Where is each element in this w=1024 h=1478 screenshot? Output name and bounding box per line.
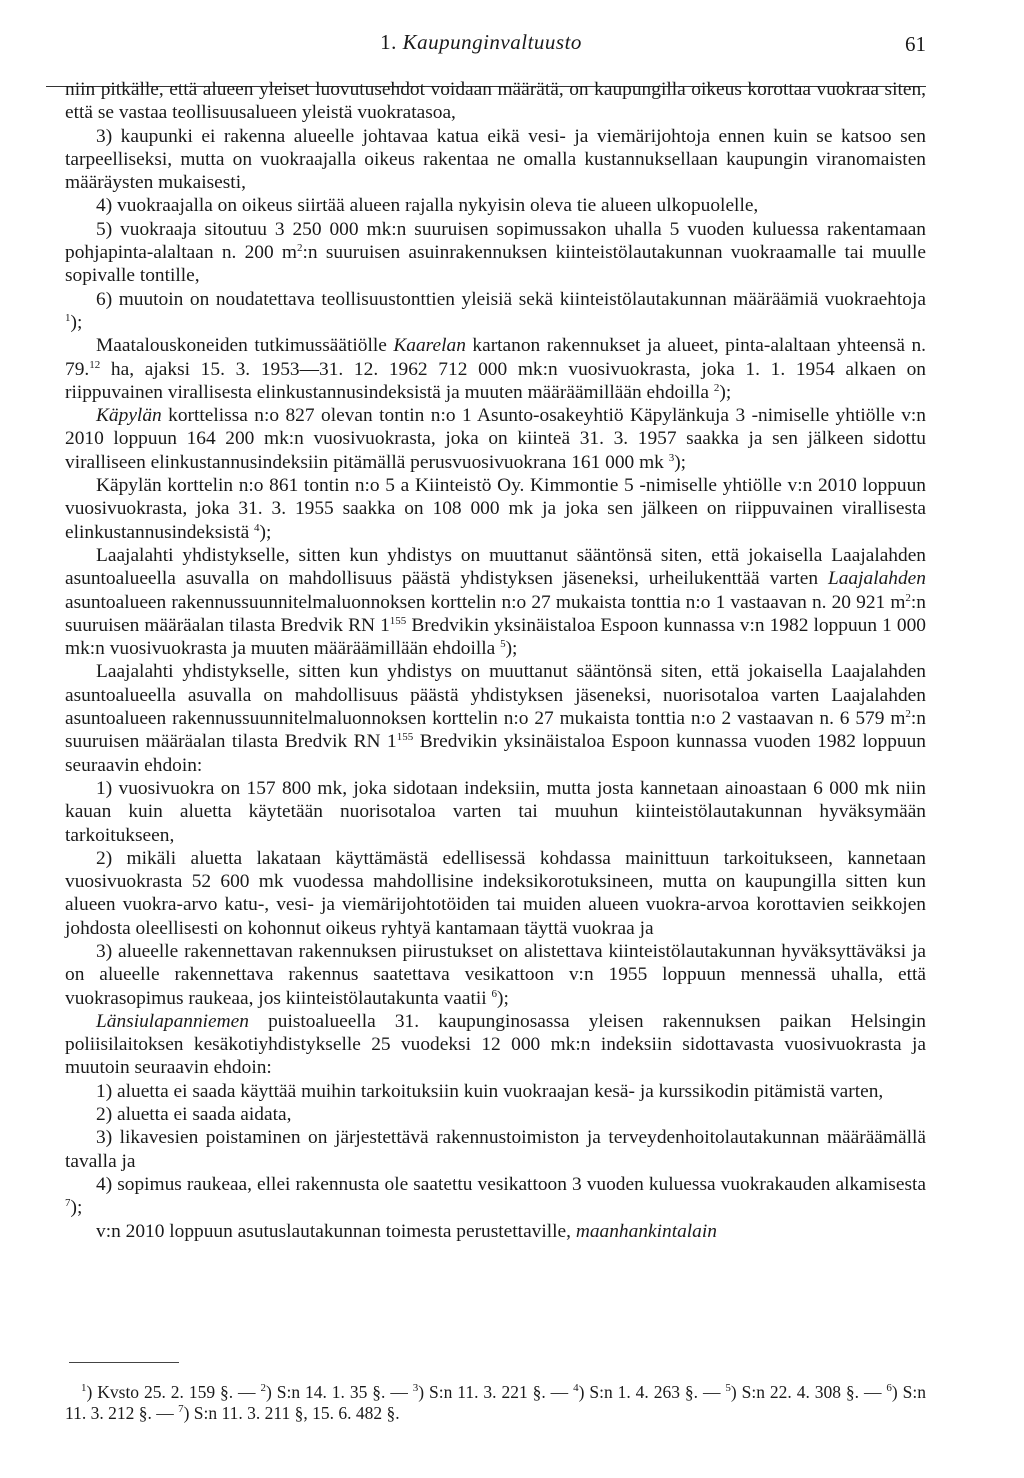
footnote-marker: 1 (65, 311, 71, 324)
footnote-marker: 2 (713, 381, 720, 394)
text-run: ha, ajaksi 15. 3. 1953—31. 12. 1962 712 000 mk:n vuosivuokrasta, joka 1. 1. 1954 alkaen on riippuvainen virallisesta elinkustannusindeksistä ja muuten määräämillään ehdoilla (65, 358, 926, 403)
text-run: 4) sopimus raukeaa, ellei rakennusta ole saatettu vesikattoon 3 vuoden kuluessa vuokrakauden alkamisesta (96, 1173, 926, 1195)
footnote-marker: 2 (297, 242, 303, 255)
text-run: ); (70, 1197, 83, 1219)
paragraph (65, 218, 926, 288)
paragraph (65, 847, 926, 940)
paragraph (65, 940, 926, 1010)
footnote-marker: 7 (65, 1197, 71, 1210)
paragraph (65, 777, 926, 847)
paragraph (65, 474, 926, 544)
footnote-rule (69, 1362, 179, 1363)
text-run: ) Kvsto 25. 2. 159 §. — (86, 1382, 261, 1402)
page-number: 61 (905, 32, 926, 56)
text-run: ) S:n 14. 1. 35 §. — (265, 1382, 413, 1402)
text-run: :n suuruisen asuinrakennuksen kiinteistölautakunnan vuokraamalle tai muulle sopivalle tontille, (65, 242, 926, 287)
paragraph (65, 334, 926, 404)
footnote-marker: 7 (178, 1403, 184, 1415)
footnote-text (65, 1382, 926, 1424)
footnote-marker: 6 (491, 987, 497, 1000)
italic-place-name: Laajalahden (827, 568, 926, 590)
paragraph (65, 660, 926, 776)
text-run: 6) muutoin on noudatettava teollisuustonttien yleisiä sekä kiinteistölautakunnan määräämiä vuokraehtoja (96, 288, 926, 310)
paragraph (65, 544, 926, 660)
paragraph (65, 1010, 926, 1080)
footnote-marker: 5 (500, 638, 506, 651)
text-run: 4) vuokraajalla on oikeus siirtää alueen rajalla nykyisin oleva tie alueen ulkopuolelle, (96, 195, 759, 217)
text-run: 2) mikäli aluetta lakataan käyttämästä edellisessä kohdassa mainittuun tarkoitukseen, kannetaan vuosivuokrasta 52 600 mk vuodessa mahdollisine indeksikorotuksineen, mutta on kaupungilla sitten kun alueen vuokra-arvo katu-, vesi- ja viemärijohtotöiden tai muiden alueen vuokra-arvoa korottavien seikkojen johdosta oleellisesti on kohonnut oikeus ryhtyä kantamaan täyttä vuokraa ja (65, 847, 926, 939)
text-run: Käpylän korttelin n:o 861 tontin n:o 5 a Kiinteistö Oy. Kimmontie 5 -nimiselle yhtiölle v:n 2010 loppuun vuosivuokrasta, joka 31. 3. 1955 saakka on 108 000 mk ja joka sen jälkeen on riippuvainen virallisesta elinkustannusindeksistä (65, 475, 926, 543)
italic-place-name: maanhankintalain (575, 1220, 717, 1242)
paragraph (65, 404, 926, 474)
footnotes (65, 1382, 926, 1424)
text-run: ); (505, 638, 518, 660)
text-run: ) S:n 11. 3. 221 §. — (418, 1382, 574, 1402)
text-run: ) S:n 11. 3. 212 §. — (65, 1382, 926, 1423)
footnote-marker: 3 (412, 1382, 419, 1394)
italic-place-name: Länsiulapanniemen (96, 1010, 249, 1032)
text-run: ); (497, 987, 509, 1009)
footnote-marker: 3 (668, 451, 675, 464)
text-run: ) S:n 11. 3. 211 §, 15. 6. 482 §. (183, 1403, 400, 1423)
text-run: Maatalouskoneiden tutkimussäätiölle (96, 335, 394, 357)
italic-place-name: Käpylän (96, 405, 162, 427)
footnote-marker: 2 (905, 591, 911, 604)
text-run: ) S:n 1. 4. 263 §. — (578, 1382, 726, 1402)
footnote-marker: 4 (573, 1382, 579, 1394)
chapter-title: Kaupunginvaltuusto (402, 30, 582, 54)
text-run: 3) kaupunki ei rakenna alueelle johtavaa katua eikä vesi- ja viemärijohtoja ennen kuin se katsoo sen tarpeelliseksi, mutta on vuokraajalla oikeus rakentaa ne omalla kustannuksellaan kaupungin viranomaisten määräysten mukaisesti, (65, 125, 926, 194)
paragraph (65, 1080, 926, 1103)
body-text (65, 78, 926, 1243)
text-run: ); (259, 521, 272, 543)
footnote-marker: 6 (886, 1382, 892, 1394)
text-run: kartanon rakennukset ja alueet, pinta-alaltaan yhteensä n. 79. (65, 335, 926, 380)
text-run: 2) aluetta ei saada aidata, (96, 1104, 292, 1126)
text-run: v:n 2010 loppuun asutuslautakunnan toimesta perustettaville, (96, 1220, 576, 1242)
paragraph (65, 288, 926, 335)
text-run: 3) alueelle rakennettavan rakennuksen piirustukset on alistettava kiinteistölautakunnan hyväksyttäväksi ja on alueelle rakennettava rakennus saatettava vesikattoon v:n 1955 loppuun mennessä uhalla, että vuokrasopimus raukeaa, jos kiinteistölautakunta vaatii (65, 940, 926, 1009)
chapter-heading (36, 30, 926, 55)
text-run: asuntoalueen rakennussuunnitelmaluonnoksen korttelin n:o 27 mukaista tonttia n:o 1 vastaavan n. 20 921 m (65, 591, 906, 613)
chapter-number: 1. (380, 30, 397, 54)
paragraph (65, 194, 926, 217)
text-run: 3) likavesien poistaminen on järjestettävä rakennustoimiston ja terveydenhoitolautakunnan määräämällä tavalla ja (65, 1127, 926, 1172)
paragraph (65, 1126, 926, 1173)
text-run: puistoalueella 31. kaupunginosassa yleisen rakennuksen paikan Helsingin poliisilaitoksen kesäkotiyhdistykselle 25 vuodeksi 12 000 mk:n indeksiin sidottavasta vuosivuokrasta ja muutoin seuraavin ehdoin: (65, 1010, 926, 1079)
paragraph (65, 1220, 926, 1243)
text-run: :n suuruisen määräalan tilasta Bredvik RN 1 (65, 708, 926, 753)
footnote-marker: 2 (260, 1382, 266, 1394)
italic-place-name: Kaarelan (393, 335, 466, 357)
text-run: ) S:n 22. 4. 308 §. — (730, 1382, 887, 1402)
text-run: ); (674, 451, 687, 473)
text-run: niin pitkälle, että alueen yleiset luovutusehdot voidaan määrätä, on kaupungilla oikeus korottaa vuokraa siten, että se vastaa teollisuusalueen yleistä vuokratasoa, (65, 79, 926, 124)
paragraph (65, 1103, 926, 1126)
paragraph (65, 125, 926, 195)
text-run: Laajalahti yhdistykselle, sitten kun yhdistys on muuttanut sääntönsä siten, että jokaisella Laajalahden asuntoalueella asuvalla on mahdollisuus päästä yhdistyksen jäseneksi, urheilukenttää varten (65, 544, 926, 590)
footnote-marker: 1 (81, 1382, 87, 1394)
paragraph (65, 78, 926, 125)
text-run: 5) vuokraaja sitoutuu 3 250 000 mk:n suuruisen sopimussakon uhalla 5 vuoden kuluessa rakentamaan pohjapinta-alaltaan n. 200 m (65, 218, 926, 264)
text-run: ); (719, 381, 732, 403)
text-run: 1) aluetta ei saada käyttää muihin tarkoituksiin kuin vuokraajan kesä- ja kurssikodin pitämistä varten, (96, 1080, 884, 1102)
footnote-marker: 12 (89, 358, 101, 371)
footnote-marker: 4 (254, 521, 260, 534)
text-run: 1) vuosivuokra on 157 800 mk, joka sidotaan indeksiin, mutta josta kannetaan ainoastaan 6 000 mk niin kauan kuin aluetta käytetään nuorisotaloa varten tai muuhun kiinteistölautakunnan hyväksymään tarkoitukseen, (65, 777, 926, 846)
text-run: Laajalahti yhdistykselle, sitten kun yhdistys on muuttanut sääntönsä siten, että jokaisella Laajalahden asuntoalueella asuvalla on mahdollisuus päästä yhdistyksen jäseneksi, nuorisotaloa varten Laajalahden asuntoalueen rakennussuunnitelmaluonnoksen korttelin n:o 27 mukaista tonttia n:o 2 vastaavan n. 6 579 m (65, 661, 926, 730)
running-header (36, 30, 926, 60)
footnote-marker: 155 (396, 731, 414, 744)
footnote-marker: 2 (905, 708, 911, 721)
text-run: Bredvikin yksinäistaloa Espoon kunnassa v:n 1982 loppuun 1 000 mk:n vuosivuokrasta ja muuten määräämillään ehdoilla (65, 614, 926, 660)
text-run: ); (70, 311, 83, 333)
text-run: Bredvikin yksinäistaloa Espoon kunnassa vuoden 1982 loppuun seuraavin ehdoin: (65, 731, 926, 776)
text-run: :n suuruisen määräalan tilasta Bredvik RN 1 (65, 591, 926, 636)
text-run: korttelissa n:o 827 olevan tontin n:o 1 Asunto-osakeyhtiö Käpylänkuja 3 -nimiselle yhtiölle v:n 2010 loppuun 164 200 mk:n vuosivuokrasta, joka on kiinteä 31. 3. 1957 saakka ja sen jälkeen sidottu viralliseen elinkustannusindeksiin pitämällä perusvuosivuokrana 161 000 mk (65, 405, 926, 473)
footnote-marker: 5 (725, 1382, 731, 1394)
paragraph (65, 1173, 926, 1220)
footnote-marker: 155 (389, 614, 407, 627)
